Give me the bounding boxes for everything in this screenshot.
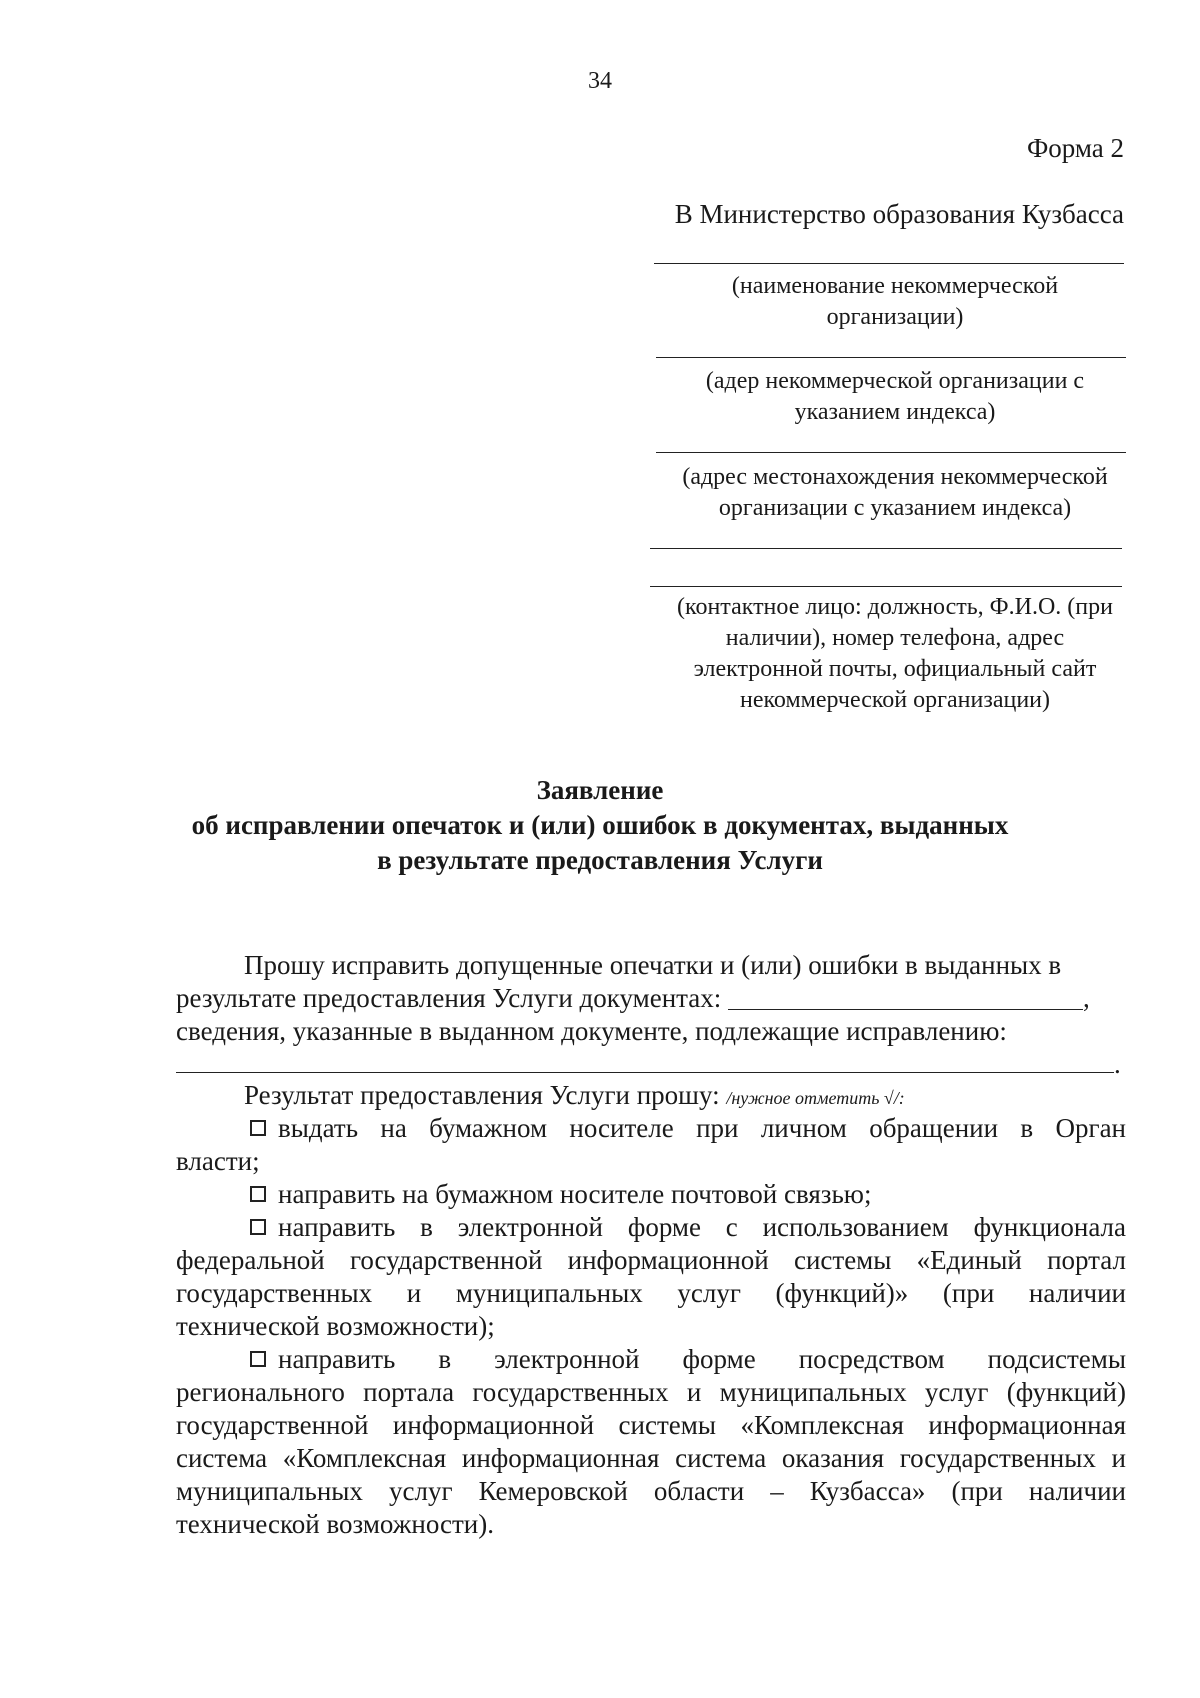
option-line: государственной информационной системы «Комплексная информационная xyxy=(176,1410,1126,1440)
option-line: технической возможности). xyxy=(176,1509,495,1539)
option-line xyxy=(250,1179,871,1210)
option-line: муниципальных услуг Кемеровской области – Кузбасса» (при наличии xyxy=(176,1476,1126,1506)
form-label: Форма 2 xyxy=(1026,133,1124,163)
caption-line: (адрес местонахождения некоммерческой xyxy=(682,464,1108,490)
page-number: 34 xyxy=(588,68,612,94)
punctuation: , xyxy=(1083,983,1090,1013)
caption-line: некоммерческой организации) xyxy=(739,687,1050,713)
documents-blank-line[interactable] xyxy=(728,983,1083,1010)
option-text: направить в электронной форме посредством подсистемы xyxy=(278,1344,1126,1374)
org-address-caption xyxy=(680,366,1110,428)
request-text-part: результате предоставления Услуги документах: xyxy=(176,983,729,1013)
caption-line: (наименование некоммерческой xyxy=(731,273,1059,299)
caption-line: электронной почты, официальный сайт xyxy=(693,656,1097,682)
caption-line: организации с указанием индекса) xyxy=(718,495,1072,521)
document-title: Заявление xyxy=(536,775,664,805)
option-line xyxy=(250,1344,1126,1375)
org-name-blank-line[interactable] xyxy=(654,263,1124,264)
option-line: регионального портала государственных и муниципальных услуг (функций) xyxy=(176,1377,1126,1407)
caption-line: (адер некоммерческой организации с xyxy=(705,368,1085,394)
contact-caption xyxy=(660,592,1130,716)
checkbox[interactable] xyxy=(250,1219,266,1235)
org-address-blank-line[interactable] xyxy=(656,357,1126,358)
checkbox[interactable] xyxy=(250,1120,266,1136)
option-line xyxy=(250,1113,1126,1144)
corrections-blank-line[interactable] xyxy=(176,1072,1114,1073)
checkbox[interactable] xyxy=(250,1351,266,1367)
option-line: система «Комплексная информационная система оказания государственных и xyxy=(176,1443,1126,1473)
option-line: технической возможности); xyxy=(176,1311,495,1341)
option-line: государственных и муниципальных услуг (функций)» (при наличии xyxy=(176,1278,1126,1308)
option-text: направить в электронной форме с использованием функционала xyxy=(278,1212,1126,1242)
punctuation: . xyxy=(1114,1049,1121,1079)
caption-line: указанием индекса) xyxy=(794,399,996,425)
result-label xyxy=(244,1080,905,1111)
caption-line: организации) xyxy=(826,304,964,330)
org-location-caption xyxy=(660,462,1130,524)
checkbox[interactable] xyxy=(250,1186,266,1202)
contact-blank-line-1[interactable] xyxy=(650,548,1122,549)
option-text: направить на бумажном носителе почтовой связью; xyxy=(278,1179,872,1209)
result-label-text: Результат предоставления Услуги прошу: xyxy=(244,1080,727,1110)
option-text: выдать на бумажном носителе при личном обращении в Орган xyxy=(278,1113,1126,1143)
caption-line: наличии), номер телефона, адрес xyxy=(725,625,1065,651)
contact-blank-line-2[interactable] xyxy=(650,586,1122,587)
option-line: федеральной государственной информационной системы «Единый портал xyxy=(176,1245,1126,1275)
option-line xyxy=(250,1212,1126,1243)
caption-line: (контактное лицо: должность, Ф.И.О. (при xyxy=(677,594,1113,620)
document-subtitle: об исправлении опечаток и (или) ошибок в документах, выданных xyxy=(191,810,1009,840)
request-text xyxy=(176,983,1090,1014)
result-note: /нужное отметить √/: xyxy=(726,1088,905,1108)
addressee: В Министерство образования Кузбасса xyxy=(674,199,1124,229)
org-name-caption xyxy=(680,271,1110,333)
document-subtitle: в результате предоставления Услуги xyxy=(377,845,823,875)
request-text: Прошу исправить допущенные опечатки и (или) ошибки в выданных в xyxy=(244,950,1062,980)
request-text: сведения, указанные в выданном документе, подлежащие исправлению: xyxy=(176,1016,1007,1046)
org-location-blank-line[interactable] xyxy=(656,452,1126,453)
option-line: власти; xyxy=(176,1146,260,1176)
